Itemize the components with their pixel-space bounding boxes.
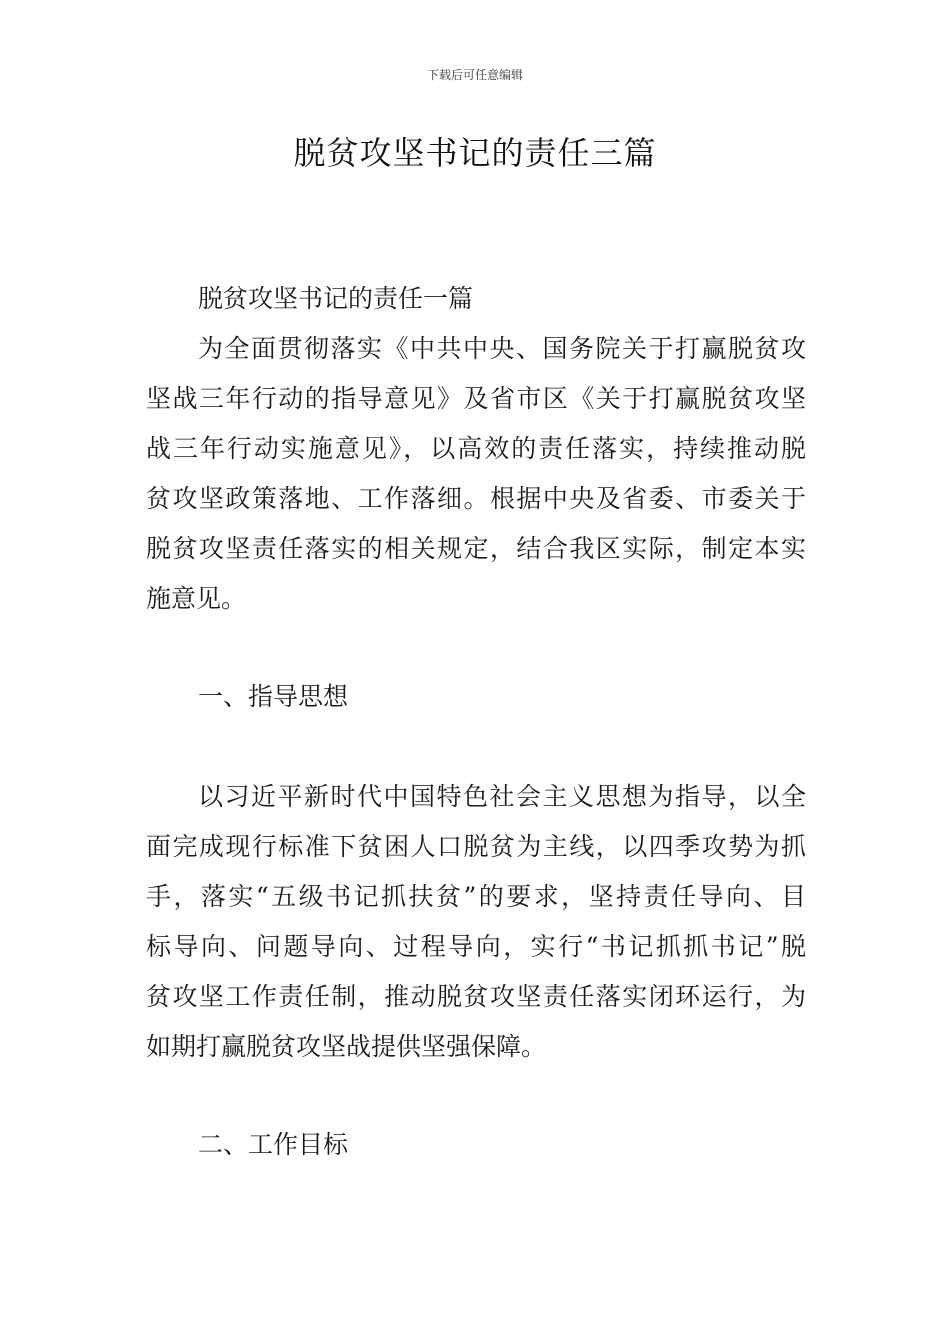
paragraph-line: 标导向、问题导向、过程导向，实行“书记抓抓书记”脱 [146, 932, 806, 961]
document-title: 脱贫攻坚书记的责任三篇 [293, 134, 657, 172]
paragraph-line: 以习近平新时代中国特色社会主义思想为指导，以全 [198, 782, 806, 811]
paragraph-line: 面完成现行标准下贫困人口脱贫为主线，以四季攻势为抓 [146, 832, 806, 861]
paragraph-line: 为全面贯彻落实《中共中央、国务院关于打赢脱贫攻 [198, 334, 806, 363]
paragraph-line: 如期打赢脱贫攻坚战提供坚强保障。 [146, 1032, 547, 1061]
heading-work-goals: 二、工作目标 [198, 1130, 349, 1159]
section-title: 脱贫攻坚书记的责任一篇 [198, 284, 474, 313]
paragraph-line: 战三年行动实施意见》，以高效的责任落实，持续推动脱 [146, 434, 806, 463]
paragraph-line: 施意见。 [146, 584, 247, 613]
paragraph-line: 贫攻坚政策落地、工作落细。根据中央及省委、市委关于 [146, 484, 806, 513]
header-note: 下载后可任意编辑 [426, 68, 523, 82]
paragraph-line: 手，落实“五级书记抓扶贫”的要求，坚持责任导向、目 [146, 882, 806, 911]
paragraph-line: 脱贫攻坚责任落实的相关规定，结合我区实际，制定本实 [146, 534, 806, 563]
heading-guiding-ideology: 一、指导思想 [198, 682, 349, 711]
paragraph-line: 贫攻坚工作责任制，推动脱贫攻坚责任落实闭环运行，为 [146, 982, 806, 1011]
paragraph-line: 坚战三年行动的指导意见》及省市区《关于打赢脱贫攻坚 [146, 384, 806, 413]
